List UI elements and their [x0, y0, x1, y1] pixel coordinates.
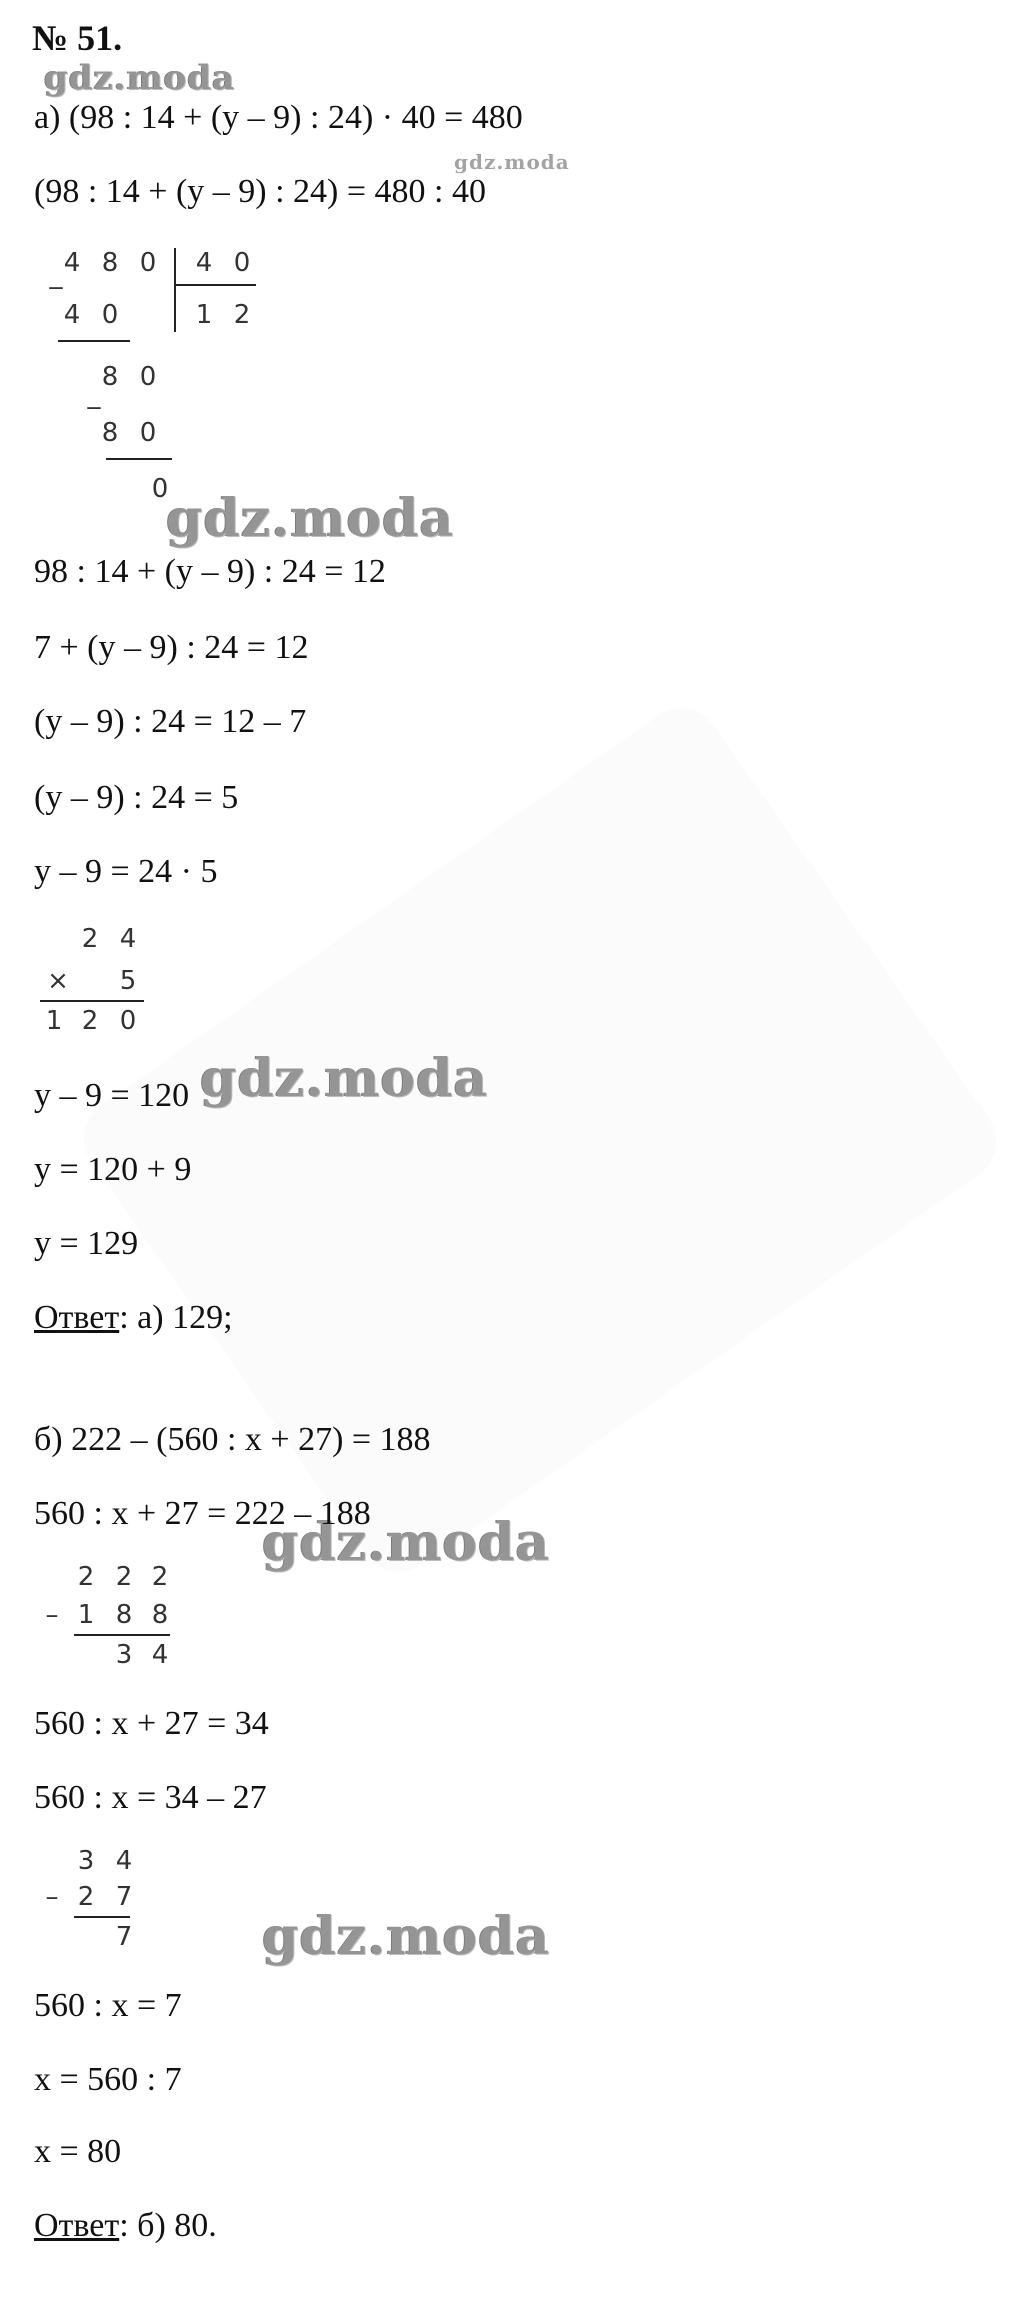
division-horizontal-rule: [176, 284, 256, 286]
minuend-digit: 2: [151, 1562, 169, 1592]
equation-line: а) (98 : 14 + (y – 9) : 24) · 40 = 480: [34, 99, 523, 136]
answer-label: Ответ: [34, 1299, 120, 1336]
watermark-logo: gdz.moda: [262, 1906, 551, 1967]
division-step-rule: [106, 458, 172, 460]
dividend-digit: 4: [63, 248, 81, 278]
watermark-logo-small: gdz.moda: [454, 150, 570, 174]
remainder-digit: 8: [101, 362, 119, 392]
subtrahend-digit: 4: [63, 300, 81, 330]
minus-sign: –: [45, 1600, 59, 1630]
watermark-logo: gdz.moda: [262, 1512, 551, 1573]
watermark-logo: gdz.moda: [44, 58, 236, 98]
factor-digit: 4: [119, 924, 137, 954]
product-digit: 0: [119, 1006, 137, 1036]
answer-label: Ответ: [34, 2207, 120, 2244]
answer-value: : б) 80.: [119, 2207, 217, 2244]
minuend-digit: 3: [77, 1846, 95, 1876]
answer-value: : а) 129;: [119, 1299, 233, 1336]
equation-line: 560 : x + 27 = 222 – 188: [34, 1495, 371, 1532]
quotient-digit: 1: [195, 300, 213, 330]
minus-sign: _: [87, 380, 101, 410]
equation-line: x = 560 : 7: [34, 2061, 182, 2098]
division-step-rule: [58, 340, 130, 342]
dividend-digit: 0: [139, 248, 157, 278]
equation-line: (98 : 14 + (y – 9) : 24) = 480 : 40: [34, 173, 486, 210]
equation-line: y = 129: [34, 1225, 139, 1262]
multiplication-rule: [40, 1000, 144, 1002]
equation-line: (y – 9) : 24 = 12 – 7: [34, 703, 307, 740]
product-digit: 1: [45, 1006, 63, 1036]
equation-line: y – 9 = 120: [34, 1077, 190, 1114]
subtrahend-digit: 2: [77, 1882, 95, 1912]
equation-line: 7 + (y – 9) : 24 = 12: [34, 629, 309, 666]
answer-line-a: [34, 1298, 233, 1338]
difference-digit: 7: [115, 1922, 133, 1952]
subtraction-rule: [74, 1916, 130, 1918]
subtraction-rule: [74, 1634, 170, 1636]
equation-line: 560 : x = 34 – 27: [34, 1779, 267, 1816]
remainder-digit: 0: [151, 474, 169, 504]
equation-line: б) 222 – (560 : x + 27) = 188: [34, 1421, 431, 1458]
equation-line: y = 120 + 9: [34, 1151, 192, 1188]
minuend-digit: 2: [77, 1562, 95, 1592]
remainder-digit: 0: [139, 362, 157, 392]
subtrahend-digit: 7: [115, 1882, 133, 1912]
equation-line: (y – 9) : 24 = 5: [34, 779, 239, 816]
divisor-digit: 4: [195, 248, 213, 278]
multiply-sign: ×: [47, 966, 69, 996]
minuend-digit: 4: [115, 1846, 133, 1876]
difference-digit: 3: [115, 1640, 133, 1670]
factor-digit: 5: [119, 966, 137, 996]
difference-digit: 4: [151, 1640, 169, 1670]
subtrahend-digit: 0: [101, 300, 119, 330]
division-vertical-rule: [174, 248, 176, 332]
divisor-digit: 0: [233, 248, 251, 278]
equation-line: y – 9 = 24 · 5: [34, 853, 218, 890]
subtrahend-digit: 1: [77, 1600, 95, 1630]
subtrahend-digit: 0: [139, 418, 157, 448]
equation-line: 560 : x + 27 = 34: [34, 1705, 269, 1742]
product-digit: 2: [81, 1006, 99, 1036]
watermark-logo: gdz.moda: [200, 1048, 489, 1109]
answer-line-b: [34, 2206, 217, 2246]
subtrahend-digit: 8: [101, 418, 119, 448]
quotient-digit: 2: [233, 300, 251, 330]
watermark-logo: gdz.moda: [166, 488, 455, 549]
factor-digit: 2: [81, 924, 99, 954]
equation-line: 560 : x = 7: [34, 1987, 182, 2024]
dividend-digit: 8: [101, 248, 119, 278]
subtrahend-digit: 8: [115, 1600, 133, 1630]
subtrahend-digit: 8: [151, 1600, 169, 1630]
minuend-digit: 2: [115, 1562, 133, 1592]
minus-sign: _: [49, 260, 63, 290]
equation-line: x = 80: [34, 2133, 122, 2170]
problem-number: № 51.: [32, 18, 123, 58]
equation-line: 98 : 14 + (y – 9) : 24 = 12: [34, 553, 386, 590]
minus-sign: –: [45, 1882, 59, 1912]
